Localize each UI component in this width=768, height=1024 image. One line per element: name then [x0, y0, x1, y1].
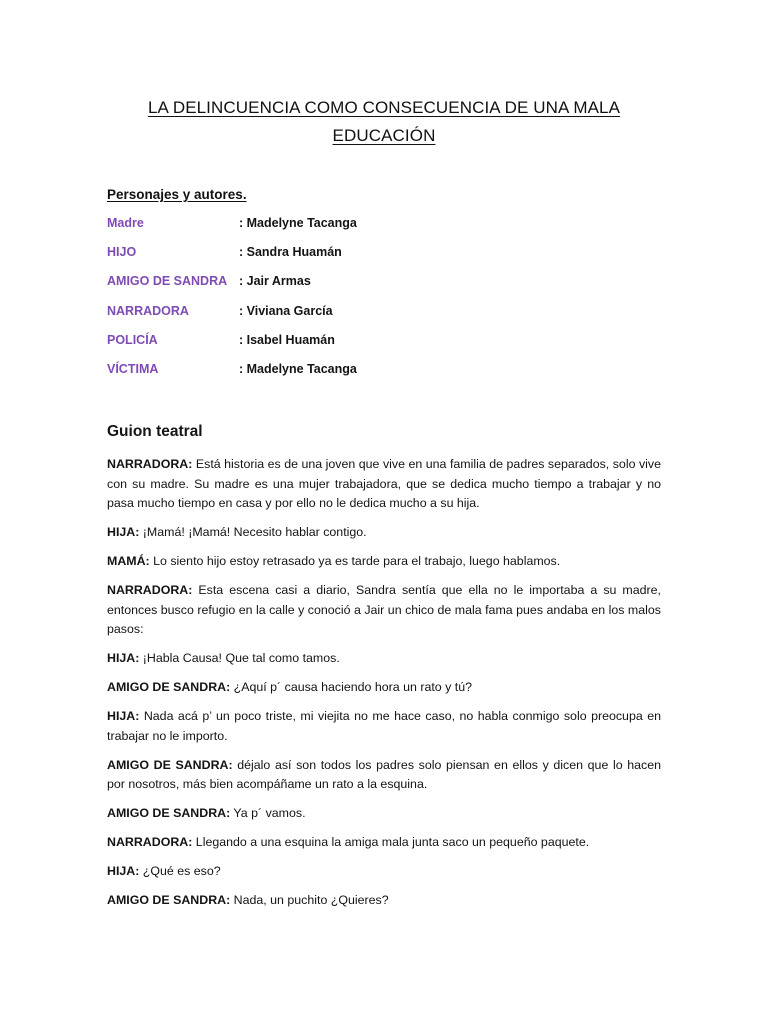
script-line: [107, 862, 661, 882]
cast-actor: : Jair Armas: [239, 274, 311, 289]
cast-row: [107, 362, 667, 391]
document-title: LA DELINCUENCIA COMO CONSECUENCIA DE UNA MALA EDUCACIÓN: [147, 98, 621, 145]
speaker-label: AMIGO DE SANDRA:: [107, 893, 231, 907]
speaker-label: AMIGO DE SANDRA:: [107, 680, 231, 694]
cast-role: HIJO: [107, 245, 137, 260]
speaker-label: MAMÁ:: [107, 554, 150, 568]
cast-role: POLICÍA: [107, 332, 158, 347]
script-line: [107, 707, 661, 746]
script-line: [107, 581, 661, 640]
script-line: [107, 833, 661, 853]
script-line: [107, 678, 661, 698]
speaker-label: NARRADORA:: [107, 835, 193, 849]
cast-row: [107, 245, 667, 274]
cast-row: [107, 333, 667, 362]
dialogue-text: Ya p´ vamos.: [230, 806, 306, 820]
dialogue-text: déjalo así son todos los padres solo piensan en ellos y dicen que lo hacen por nosotros, más bien acompáñame un rato a la esquina.: [107, 757, 662, 791]
cast-role: VÍCTIMA: [107, 361, 159, 376]
cast-actor: : Isabel Huamán: [239, 332, 335, 347]
cast-actor: : Madelyne Tacanga: [239, 216, 357, 230]
script-line: [107, 756, 661, 795]
speaker-label: HIJA:: [107, 525, 140, 539]
cast-role: Madre: [107, 216, 144, 230]
speaker-label: HIJA:: [107, 709, 140, 723]
speaker-label: NARRADORA:: [107, 583, 193, 597]
dialogue-text: ¿Qué es eso?: [139, 864, 221, 878]
dialogue-text: ¡Mamá! ¡Mamá! Necesito hablar contigo.: [139, 525, 367, 539]
script-line: [107, 649, 661, 669]
cast-actor: : Sandra Huamán: [239, 245, 342, 260]
script-line: [107, 804, 661, 824]
cast-actor: : Madelyne Tacanga: [239, 361, 357, 376]
script-line: [107, 552, 661, 572]
script-heading: Guion teatral: [107, 423, 203, 440]
speaker-label: AMIGO DE SANDRA:: [107, 806, 231, 820]
script-line: [107, 455, 661, 514]
dialogue-text: Llegando a una esquina la amiga mala junta saco un pequeño paquete.: [192, 835, 590, 849]
cast-row: [107, 304, 667, 333]
dialogue-text: Nada, un puchito ¿Quieres?: [230, 893, 389, 907]
speaker-label: NARRADORA:: [107, 457, 193, 471]
dialogue-text: ¡Habla Causa! Que tal como tamos.: [139, 651, 340, 665]
dialogue-text: ¿Aquí p´ causa haciendo hora un rato y tú?: [230, 680, 472, 694]
dialogue-text: Está historia es de una joven que vive en una familia de padres separados, solo vive con su madre. Su madre es una mujer trabajadora, que se dedica mucho tiempo a trabajar y no pasa mucho tiempo en casa y por ello no le dedica mucho a su hija.: [107, 457, 661, 510]
cast-list: [107, 216, 667, 391]
cast-actor: : Viviana García: [239, 303, 333, 318]
dialogue-text: Esta escena casi a diario, Sandra sentía que ella no le importaba a su madre, entonces busco refugio en la calle y conoció a Jair un chico de mala fama pues andaba en los malos pasos:: [107, 583, 661, 636]
script-line: [107, 523, 661, 543]
speaker-label: HIJA:: [107, 651, 140, 665]
cast-row: [107, 216, 667, 245]
speaker-label: HIJA:: [107, 864, 140, 878]
dialogue-text: Lo siento hijo estoy retrasado ya es tarde para el trabajo, luego hablamos.: [149, 554, 561, 568]
dialogue-text: Nada acá p’ un poco triste, mi viejita no me hace caso, no habla conmigo solo preocupa en trabajar no le importo.: [107, 709, 661, 743]
script-line: [107, 891, 661, 911]
cast-heading: Personajes y autores.: [107, 187, 247, 202]
cast-row: [107, 274, 667, 303]
cast-role: NARRADORA: [107, 303, 189, 318]
script-body: [107, 455, 661, 920]
speaker-label: AMIGO DE SANDRA:: [107, 757, 233, 772]
cast-role: AMIGO DE SANDRA: [107, 274, 228, 289]
